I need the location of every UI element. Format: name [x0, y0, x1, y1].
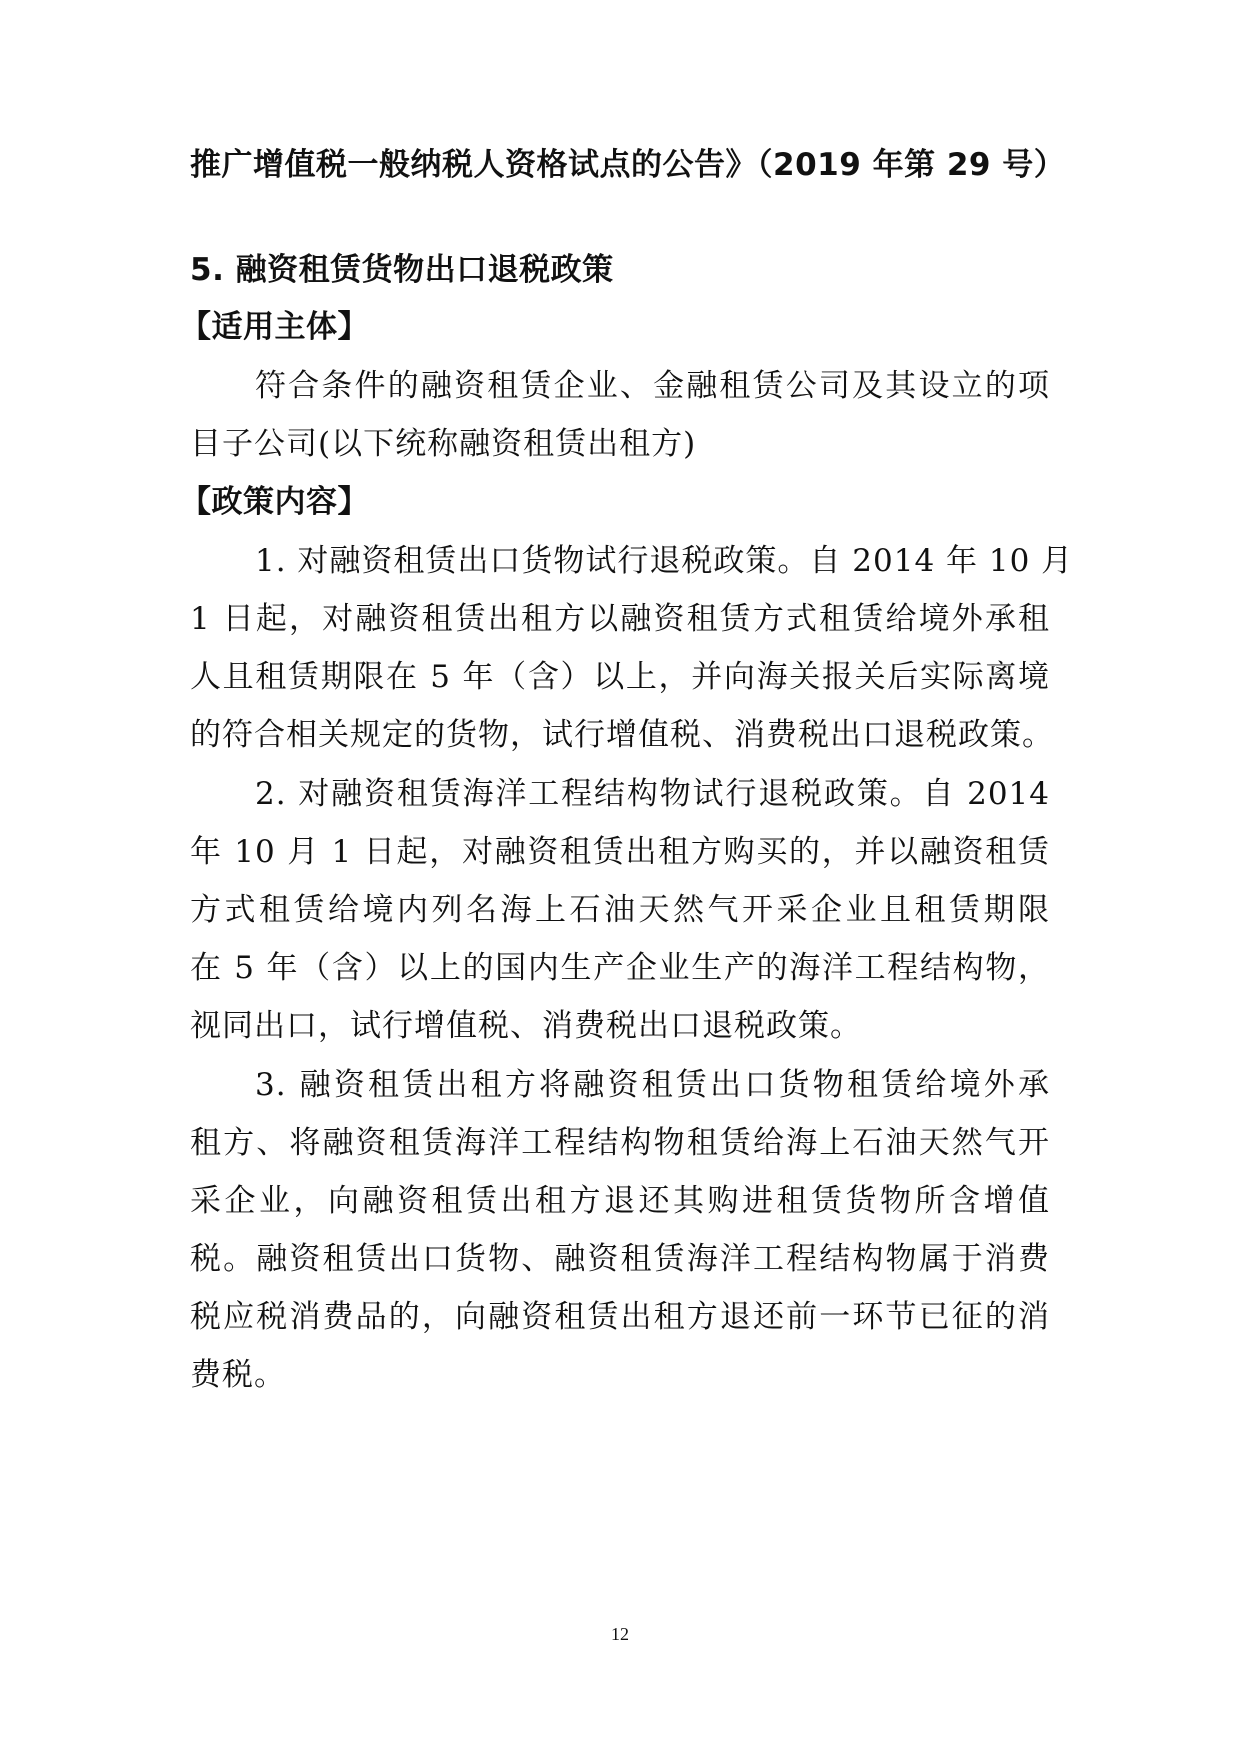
- paragraph-2-line: 2. 对融资租赁海洋工程结构物试行退税政策。自 2014: [255, 776, 1050, 812]
- paragraph-2-line: 在 5 年（含）以上的国内生产企业生产的海洋工程结构物，: [190, 950, 1050, 986]
- paragraph-3-line: 税应税消费品的，向融资租赁出租方退还前一环节已征的消: [190, 1299, 1050, 1335]
- paragraph-3-line: 税。融资租赁出口货物、融资租赁海洋工程结构物属于消费: [190, 1241, 1050, 1277]
- subject-line: 符合条件的融资租赁企业、金融租赁公司及其设立的项: [255, 368, 1050, 404]
- policy-label: 【政策内容】: [180, 484, 369, 520]
- subject-label: 【适用主体】: [180, 309, 369, 345]
- page-number: 12: [611, 1624, 629, 1644]
- subject-line: 目子公司(以下统称融资租赁出租方): [190, 426, 697, 462]
- paragraph-3-line: 3. 融资租赁出租方将融资租赁出口货物租赁给境外承: [255, 1067, 1050, 1103]
- paragraph-1-line: 1 日起，对融资租赁出租方以融资租赁方式租赁给境外承租: [190, 601, 1050, 637]
- paragraph-2-line: 年 10 月 1 日起，对融资租赁出租方购买的，并以融资租赁: [190, 834, 1050, 870]
- paragraph-2-line: 方式租赁给境内列名海上石油天然气开采企业且租赁期限: [190, 892, 1050, 928]
- paragraph-2-line: 视同出口，试行增值税、消费税出口退税政策。: [190, 1008, 862, 1044]
- continuation-line: 推广增值税一般纳税人资格试点的公告》（2019 年第 29 号）: [190, 147, 1066, 183]
- paragraph-3-line: 租方、将融资租赁海洋工程结构物租赁给海上石油天然气开: [190, 1125, 1050, 1161]
- paragraph-3-line: 采企业，向融资租赁出租方退还其购进租赁货物所含增值: [190, 1183, 1050, 1219]
- paragraph-1-line: 人且租赁期限在 5 年（含）以上，并向海关报关后实际离境: [190, 659, 1050, 695]
- paragraph-1-line: 的符合相关规定的货物，试行增值税、消费税出口退税政策。: [190, 717, 1054, 753]
- paragraph-1-line: 1. 对融资租赁出口货物试行退税政策。自 2014 年 10 月: [255, 543, 1074, 579]
- section-heading: 5. 融资租赁货物出口退税政策: [190, 252, 614, 288]
- paragraph-3-line: 费税。: [190, 1357, 286, 1393]
